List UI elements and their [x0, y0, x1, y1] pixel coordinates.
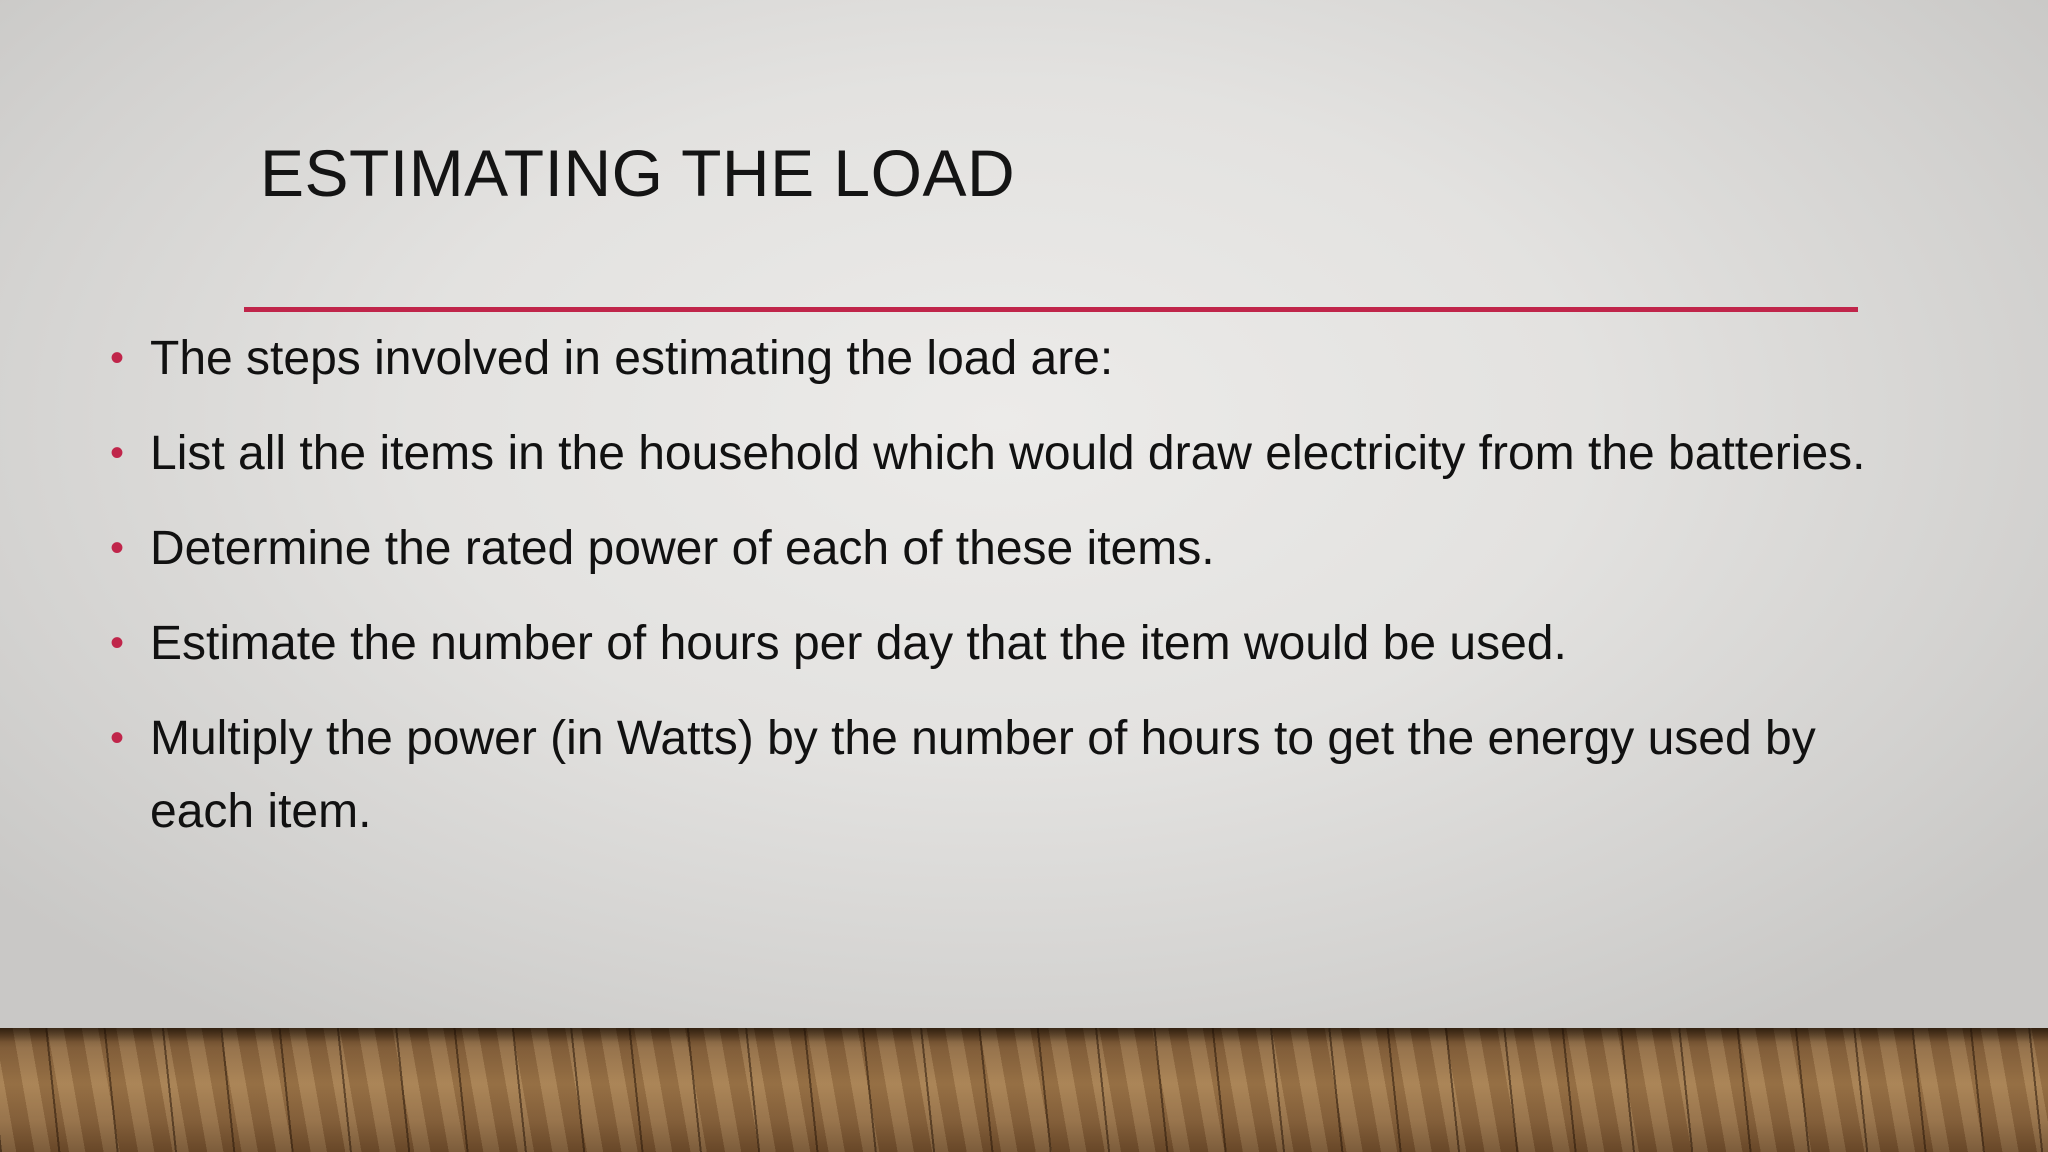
bullet-list — [110, 322, 1900, 870]
bullet-item — [110, 322, 1900, 395]
bullet-item — [110, 417, 1900, 490]
bullet-item — [110, 512, 1900, 585]
bullet-icon: • — [110, 336, 125, 380]
bullet-icon: • — [110, 526, 125, 570]
floor-shadow — [0, 1028, 2048, 1042]
wooden-floor-decoration — [0, 1028, 2048, 1152]
bullet-text: Multiply the power (in Watts) by the number of hours to get the energy used by each item. — [150, 712, 1816, 838]
bullet-icon: • — [110, 716, 125, 760]
bullet-text: Estimate the number of hours per day that the item would be used. — [150, 617, 1567, 670]
bullet-item — [110, 607, 1900, 680]
bullet-icon: • — [110, 621, 125, 665]
bullet-text: Determine the rated power of each of these items. — [150, 522, 1215, 575]
bullet-icon: • — [110, 431, 125, 475]
title-underline — [244, 307, 1858, 312]
bullet-item — [110, 702, 1900, 848]
bullet-text: The steps involved in estimating the load are: — [150, 332, 1114, 385]
bullet-text: List all the items in the household which would draw electricity from the batteries. — [150, 427, 1866, 480]
slide-title: ESTIMATING THE LOAD — [260, 136, 1016, 210]
